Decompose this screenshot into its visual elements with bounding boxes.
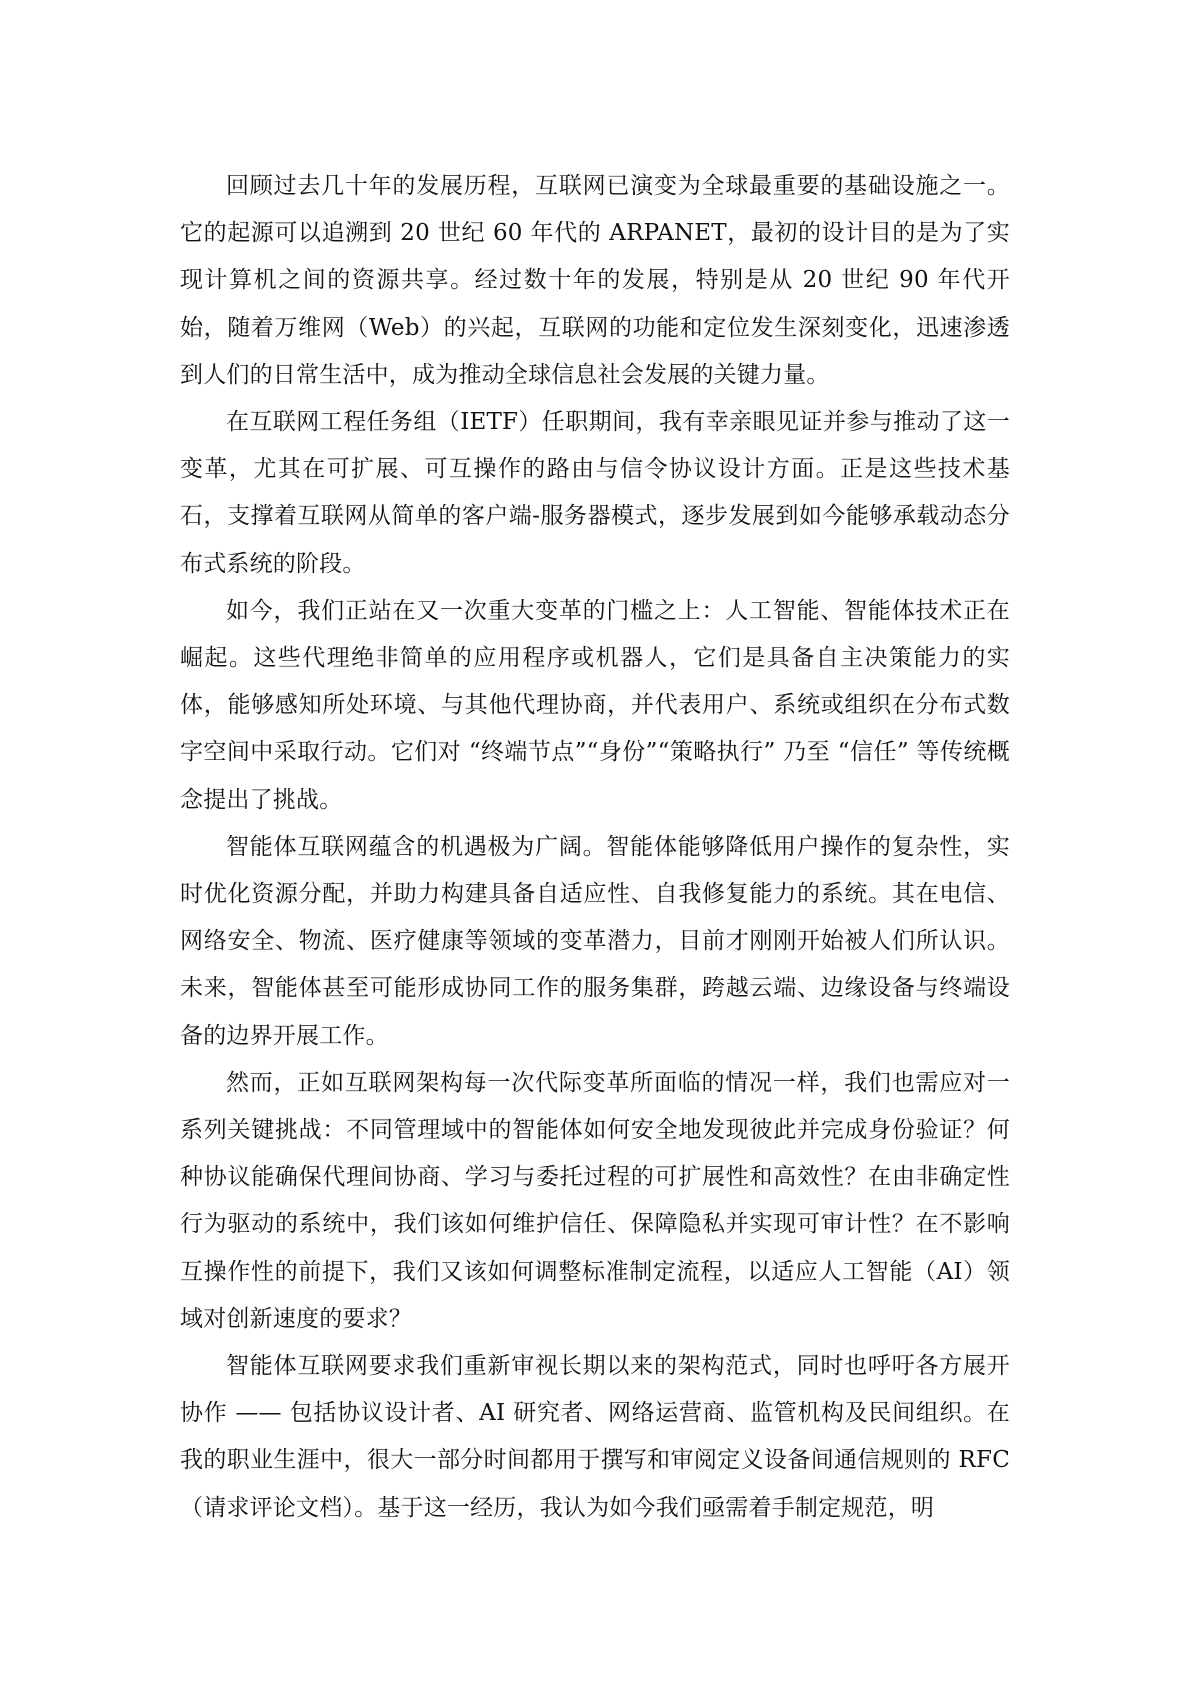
paragraph-collaboration-call: 智能体互联网要求我们重新审视长期以来的架构范式，同时也呼吁各方展开协作 —— 包括协议设计者、AI 研究者、网络运营商、监管机构及民间组织。在我的职业生涯中，很大一部分时间都用于撰写和审阅定义设备间通信规则的 RFC（请求评论文档）。基于这一经历，我认为如今我们亟需着手制定规范，明: [180, 1353, 1010, 1521]
paragraph-agent-opportunities: 智能体互联网蕴含的机遇极为广阔。智能体能够降低用户操作的复杂性，实时优化资源分配，并助力构建具备自适应性、自我修复能力的系统。其在电信、网络安全、物流、医疗健康等领域的变革潜力，目前才刚刚开始被人们所认识。未来，智能体甚至可能形成协同工作的服务集群，跨越云端、边缘设备与终端设备的边界开展工作。: [180, 833, 1010, 1049]
paragraph-internet-history: 回顾过去几十年的发展历程，互联网已演变为全球最重要的基础设施之一。它的起源可以追溯到 20 世纪 60 年代的 ARPANET，最初的设计目的是为了实现计算机之间的资源共享。经过数十年的发展，特别是从 20 世纪 90 年代开始，随着万维网（Web）的兴起，互联网的功能和定位发生深刻变化，迅速渗透到人们的日常生活中，成为推动全球信息社会发展的关键力量。: [180, 173, 1010, 388]
document-body: [180, 163, 1010, 1532]
paragraph-ietf-experience: 在互联网工程任务组（IETF）任职期间，我有幸亲眼见证并参与推动了这一变革，尤其在可扩展、可互操作的路由与信令协议设计方面。正是这些技术基石，支撑着互联网从简单的客户端-服务器模式，逐步发展到如今能够承载动态分布式系统的阶段。: [180, 409, 1010, 577]
paragraph-agent-rise: 如今，我们正站在又一次重大变革的门槛之上：人工智能、智能体技术正在崛起。这些代理绝非简单的应用程序或机器人，它们是具备自主决策能力的实体，能够感知所处环境、与其他代理协商，并代表用户、系统或组织在分布式数字空间中采取行动。它们对 “终端节点”“身份”“策略执行” 乃至 “信任” 等传统概念提出了挑战。: [180, 597, 1010, 813]
paragraph-key-challenges: 然而，正如互联网架构每一次代际变革所面临的情况一样，我们也需应对一系列关键挑战：不同管理域中的智能体如何安全地发现彼此并完成身份验证？何种协议能确保代理间协商、学习与委托过程的可扩展性和高效性？在由非确定性行为驱动的系统中，我们该如何维护信任、保障隐私并实现可审计性？在不影响互操作性的前提下，我们又该如何调整标准制定流程，以适应人工智能（AI）领域对创新速度的要求？: [180, 1069, 1010, 1332]
